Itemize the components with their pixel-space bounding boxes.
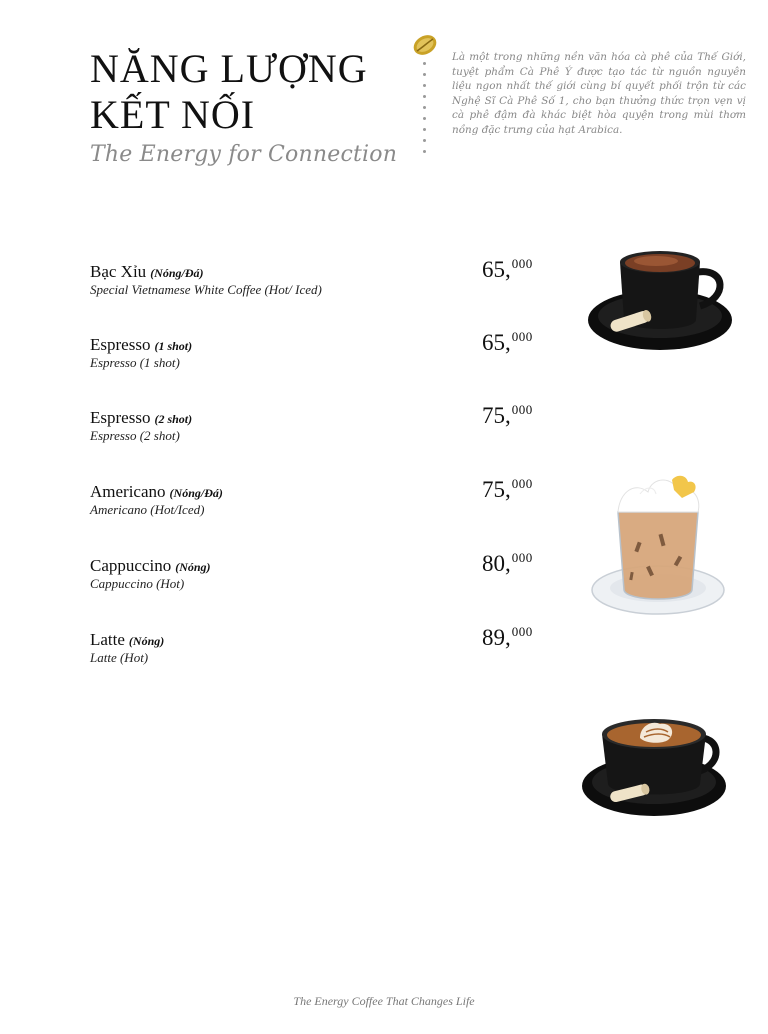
item-price: 65,$^{000}$ [482,329,533,355]
item-note: (Nóng) [175,560,211,574]
item-note: (Nóng) [128,634,165,648]
item-price: 75,$^{000}$ [482,402,533,428]
item-description: Cappuccino (Hot) [90,576,185,591]
item-note: (2 shot) [154,412,193,426]
item-name: Latte [90,630,125,649]
item-title [90,482,223,502]
menu-item [90,256,560,312]
item-price: 75,$^{000}$ [482,476,533,502]
item-price: 65,$^{000}$ [482,256,533,282]
item-title [90,408,192,428]
intro-paragraph: Là một trong những nền văn hóa cà phê của Thế Giới, tuyệt phẩm Cà Phê Ý được tạo tác từ nguồn nguyên liệu ngon nhất thế giới cùng bí quyết phối trộn từ các Nghệ Sĩ Cà Phê Số 1, cho bạn thưởng thức trọn vẹn vị cà phê đậm đà khác biệt hòa quyện trong mùi thơm nồng đặc trưng của hạt Arabica. [452,51,746,136]
item-note: (Nóng/Đá) [150,266,204,280]
item-title [90,556,211,576]
item-description: Espresso (1 shot) [90,355,180,370]
item-name: Americano [90,482,166,501]
item-name: Espresso [90,335,151,354]
item-name: Cappuccino [90,556,172,575]
item-title [90,335,192,355]
divider-dots [423,62,427,170]
item-title [90,630,164,650]
item-price: 80,$^{000}$ [482,550,533,576]
menu-item [90,476,560,532]
menu-item [90,402,560,458]
menu-item [90,624,560,680]
item-description: Latte (Hot) [90,650,149,665]
page-subtitle: The Energy for Connection [90,142,398,167]
page-title-line-1: NĂNG LƯỢNG [90,46,368,91]
item-description: Special Vietnamese White Coffee (Hot/ Iced) [90,282,322,297]
item-note: (Nóng/Đá) [169,486,223,500]
item-price: 89,$^{000}$ [482,624,533,650]
item-name: Espresso [90,408,151,427]
menu-item [90,550,560,606]
black-coffee-photo [586,240,734,356]
coffee-bean-icon [410,30,440,60]
page-title-line-2: KẾT NỐI [90,92,256,137]
menu-item [90,329,560,385]
item-description: Americano (Hot/Iced) [90,502,205,517]
item-note: (1 shot) [154,339,193,353]
item-name: Bạc Xỉu [90,262,147,281]
page-footer: The Energy Coffee That Changes Life [293,994,475,1008]
latte-photo [580,708,728,820]
iced-coffee-photo [590,472,726,620]
item-title [90,262,204,282]
page-header [90,46,410,167]
item-description: Espresso (2 shot) [90,428,180,443]
